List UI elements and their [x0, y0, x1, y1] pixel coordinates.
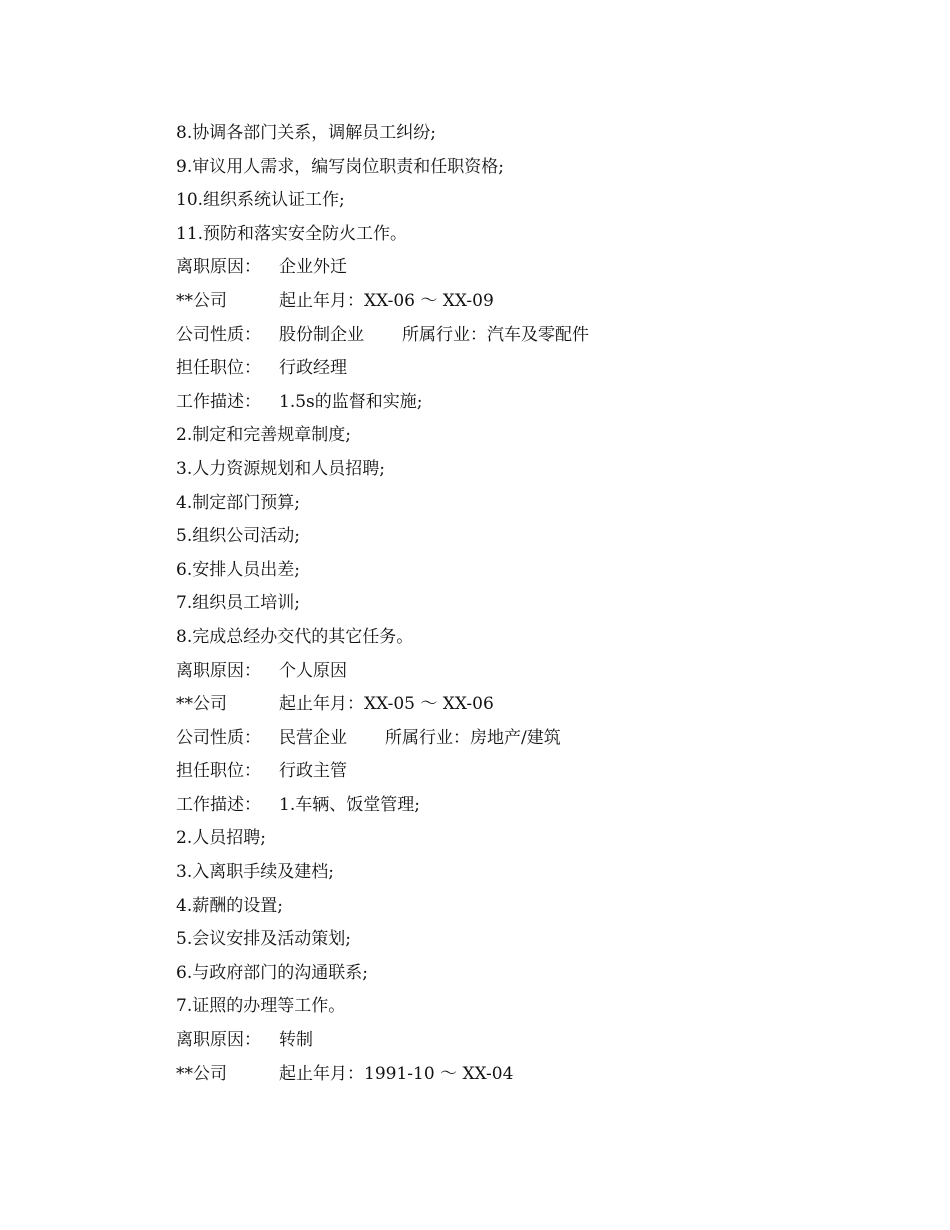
job-description-row — [176, 386, 876, 420]
job-description-item: 5.会议安排及活动策划; — [176, 929, 351, 950]
job-description-item: 4.薪酬的设置; — [176, 895, 283, 916]
industry: 所属行业：汽车及零配件 — [402, 324, 589, 345]
position-label: 担任职位： — [176, 761, 261, 782]
industry: 所属行业：房地产/建筑 — [385, 727, 561, 748]
employment-period: 起止年月：1991-10 ～ XX-04 — [279, 1063, 514, 1084]
company-row — [176, 1058, 876, 1092]
job-description-item: 7.组织员工培训; — [176, 593, 300, 614]
job-description-item: 2.制定和完善规章制度; — [176, 425, 351, 446]
company-row — [176, 688, 876, 722]
job-description-item: 2.人员招聘; — [176, 828, 266, 849]
company-name: **公司 — [176, 694, 227, 715]
position-value: 行政主管 — [279, 761, 347, 782]
company-nature-row — [176, 722, 876, 756]
job-description-item: 6.安排人员出差; — [176, 559, 300, 580]
company-nature-label: 公司性质： — [176, 324, 261, 345]
company-nature-row — [176, 319, 876, 353]
job-description-item: 7.证照的办理等工作。 — [176, 996, 346, 1017]
job-description-item: 5.组织公司活动; — [176, 526, 300, 547]
text-line: 8.协调各部门关系，调解员工纠纷; — [176, 123, 436, 143]
leave-reason-row — [176, 251, 876, 285]
job-description-item: 3.人力资源规划和人员招聘; — [176, 458, 385, 479]
company-name: **公司 — [176, 290, 227, 311]
leave-reason-value: 个人原因 — [279, 660, 347, 681]
job-description-row — [176, 789, 876, 823]
text-line: 11.预防和落实安全防火工作。 — [176, 223, 408, 244]
company-nature-label: 公司性质： — [176, 727, 261, 748]
employment-period: 起止年月：XX-06 ～ XX-09 — [279, 290, 494, 311]
leave-reason-row — [176, 655, 876, 689]
position-row — [176, 755, 876, 789]
leave-reason-label: 离职原因： — [176, 1030, 261, 1051]
company-row — [176, 285, 876, 319]
leave-reason-value: 转制 — [279, 1030, 313, 1051]
job-description-item: 3.入离职手续及建档; — [176, 862, 334, 883]
text-line: 10.组织系统认证工作; — [176, 190, 345, 211]
leave-reason-row — [176, 1024, 876, 1058]
position-row — [176, 352, 876, 386]
resume-page — [176, 117, 876, 1091]
text-line: 9.审议用人需求，编写岗位职责和任职资格; — [176, 156, 504, 177]
company-nature-value: 民营企业 — [279, 727, 347, 748]
leave-reason-value: 企业外迁 — [279, 257, 347, 278]
job-description-label: 工作描述： — [176, 391, 261, 412]
leave-reason-label: 离职原因： — [176, 257, 261, 278]
job-description-item: 6.与政府部门的沟通联系; — [176, 962, 368, 983]
position-label: 担任职位： — [176, 358, 261, 379]
job-description-item: 8.完成总经办交代的其它任务。 — [176, 626, 414, 647]
job-description-item: 4.制定部门预算; — [176, 492, 300, 513]
leave-reason-label: 离职原因： — [176, 660, 261, 681]
job-description-item: 1.车辆、饭堂管理; — [279, 794, 420, 815]
job-description-label: 工作描述： — [176, 794, 261, 815]
job-description-item: 1.5s的监督和实施; — [279, 391, 423, 412]
company-name: **公司 — [176, 1063, 227, 1084]
company-nature-value: 股份制企业 — [279, 324, 364, 345]
employment-period: 起止年月：XX-05 ～ XX-06 — [279, 694, 494, 715]
position-value: 行政经理 — [279, 358, 347, 379]
